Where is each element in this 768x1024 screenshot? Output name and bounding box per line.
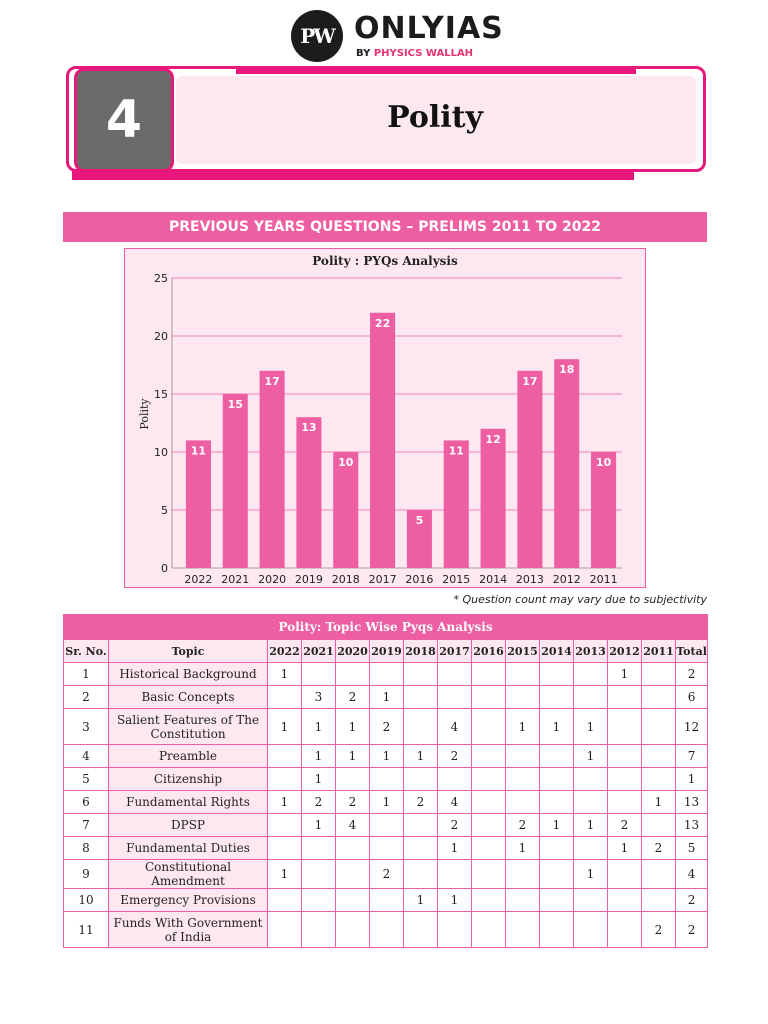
topic-cell: Preamble xyxy=(109,745,268,768)
total-cell: 6 xyxy=(676,686,708,709)
year-count-cell: 2 xyxy=(608,814,642,837)
data-label: 12 xyxy=(485,432,501,446)
year-count-cell xyxy=(574,663,608,686)
year-count-cell xyxy=(472,745,506,768)
x-tick-label: 2014 xyxy=(479,573,508,586)
year-count-cell xyxy=(302,912,336,948)
year-count-cell: 1 xyxy=(302,745,336,768)
brand-by-name: PHYSICS WALLAH xyxy=(373,48,474,59)
year-count-cell xyxy=(608,912,642,948)
table-row xyxy=(64,686,708,709)
bar xyxy=(517,371,542,568)
chart-footnote: * Question count may vary due to subjectivity xyxy=(453,593,707,606)
serial-cell: 10 xyxy=(64,889,109,912)
topic-cell: Historical Background xyxy=(109,663,268,686)
topic-wise-table xyxy=(63,614,708,948)
year-count-cell xyxy=(506,745,540,768)
year-count-cell: 1 xyxy=(506,709,540,745)
bar xyxy=(444,440,469,568)
year-count-cell xyxy=(540,889,574,912)
year-count-cell xyxy=(540,768,574,791)
year-count-cell xyxy=(574,686,608,709)
year-count-cell: 1 xyxy=(370,745,404,768)
year-count-cell: 1 xyxy=(302,768,336,791)
year-count-cell xyxy=(336,860,370,889)
x-tick-label: 2015 xyxy=(442,573,471,586)
year-count-cell xyxy=(404,837,438,860)
serial-cell: 2 xyxy=(64,686,109,709)
chart-title: Polity : PYQs Analysis xyxy=(312,254,458,268)
x-tick-label: 2012 xyxy=(552,573,581,586)
year-count-cell xyxy=(404,768,438,791)
x-tick-label: 2011 xyxy=(589,573,618,586)
column-header: 2013 xyxy=(574,640,608,663)
data-label: 15 xyxy=(227,398,243,411)
table-row xyxy=(64,663,708,686)
column-header: 2017 xyxy=(438,640,472,663)
year-count-cell xyxy=(540,837,574,860)
year-count-cell xyxy=(404,709,438,745)
year-count-cell xyxy=(438,860,472,889)
year-count-cell xyxy=(506,768,540,791)
chapter-title: Polity xyxy=(387,100,483,135)
logo-mark: PW xyxy=(300,24,334,48)
table-row xyxy=(64,768,708,791)
topic-cell: Fundamental Duties xyxy=(109,837,268,860)
brand-name: ONLYIAS xyxy=(354,11,504,46)
year-count-cell: 1 xyxy=(438,889,472,912)
year-count-cell xyxy=(506,889,540,912)
serial-cell: 3 xyxy=(64,709,109,745)
year-count-cell: 1 xyxy=(268,791,302,814)
year-count-cell xyxy=(574,791,608,814)
column-header: 2022 xyxy=(268,640,302,663)
data-label: 5 xyxy=(415,514,424,527)
total-cell: 4 xyxy=(676,860,708,889)
year-count-cell xyxy=(370,889,404,912)
y-tick-label: 15 xyxy=(154,388,168,401)
total-cell: 2 xyxy=(676,912,708,948)
serial-cell: 4 xyxy=(64,745,109,768)
column-header: Sr. No. xyxy=(64,640,109,663)
year-count-cell: 1 xyxy=(438,837,472,860)
year-count-cell xyxy=(370,663,404,686)
year-count-cell xyxy=(302,837,336,860)
year-count-cell: 1 xyxy=(268,663,302,686)
data-label: 17 xyxy=(522,374,538,388)
chapter-number: 4 xyxy=(105,90,143,150)
data-label: 22 xyxy=(374,316,391,330)
pw-logo-icon xyxy=(291,10,343,62)
y-tick-label: 5 xyxy=(161,504,168,517)
year-count-cell: 3 xyxy=(302,686,336,709)
year-count-cell: 1 xyxy=(370,686,404,709)
serial-cell: 11 xyxy=(64,912,109,948)
year-count-cell xyxy=(574,837,608,860)
year-count-cell xyxy=(608,745,642,768)
year-count-cell xyxy=(438,768,472,791)
year-count-cell: 1 xyxy=(574,745,608,768)
serial-cell: 7 xyxy=(64,814,109,837)
y-tick-label: 25 xyxy=(154,272,168,285)
x-tick-label: 2013 xyxy=(515,573,544,586)
year-count-cell xyxy=(472,912,506,948)
year-count-cell xyxy=(370,814,404,837)
year-count-cell xyxy=(642,768,676,791)
table-header-row xyxy=(64,640,708,663)
data-label: 11 xyxy=(190,444,207,458)
serial-cell: 5 xyxy=(64,768,109,791)
year-count-cell xyxy=(268,686,302,709)
year-count-cell: 1 xyxy=(506,837,540,860)
data-label: 13 xyxy=(301,421,317,435)
year-count-cell xyxy=(302,860,336,889)
year-count-cell: 1 xyxy=(268,860,302,889)
column-header: 2012 xyxy=(608,640,642,663)
year-count-cell xyxy=(608,768,642,791)
year-count-cell xyxy=(268,814,302,837)
year-count-cell: 1 xyxy=(268,709,302,745)
column-header: 2016 xyxy=(472,640,506,663)
year-count-cell xyxy=(608,686,642,709)
year-count-cell xyxy=(472,889,506,912)
year-count-cell xyxy=(336,663,370,686)
year-count-cell xyxy=(642,663,676,686)
serial-cell: 9 xyxy=(64,860,109,889)
year-count-cell xyxy=(608,791,642,814)
year-count-cell xyxy=(472,814,506,837)
year-count-cell xyxy=(404,686,438,709)
bar xyxy=(591,452,616,568)
year-count-cell xyxy=(438,912,472,948)
year-count-cell: 2 xyxy=(302,791,336,814)
year-count-cell xyxy=(404,663,438,686)
year-count-cell: 1 xyxy=(302,709,336,745)
year-count-cell xyxy=(540,912,574,948)
year-count-cell xyxy=(472,791,506,814)
year-count-cell xyxy=(472,709,506,745)
year-count-cell: 2 xyxy=(438,814,472,837)
pyq-bar-chart xyxy=(124,248,646,588)
table-caption: Polity: Topic Wise Pyqs Analysis xyxy=(64,615,708,640)
data-label: 17 xyxy=(264,374,280,388)
brand-subtitle xyxy=(356,48,473,60)
year-count-cell xyxy=(540,686,574,709)
year-count-cell: 2 xyxy=(336,686,370,709)
year-count-cell: 1 xyxy=(336,709,370,745)
year-count-cell: 1 xyxy=(574,860,608,889)
table-row xyxy=(64,814,708,837)
year-count-cell xyxy=(506,860,540,889)
year-count-cell xyxy=(540,860,574,889)
serial-cell: 6 xyxy=(64,791,109,814)
total-cell: 2 xyxy=(676,663,708,686)
year-count-cell xyxy=(506,791,540,814)
topic-cell: Basic Concepts xyxy=(109,686,268,709)
bar xyxy=(554,359,579,568)
year-count-cell xyxy=(642,889,676,912)
brand-by: BY xyxy=(356,48,371,59)
year-count-cell: 1 xyxy=(574,814,608,837)
year-count-cell xyxy=(370,768,404,791)
year-count-cell xyxy=(574,889,608,912)
year-count-cell: 1 xyxy=(370,791,404,814)
year-count-cell xyxy=(404,860,438,889)
total-cell: 13 xyxy=(676,791,708,814)
column-header: Total xyxy=(676,640,708,663)
year-count-cell xyxy=(302,889,336,912)
column-header: 2018 xyxy=(404,640,438,663)
year-count-cell: 4 xyxy=(438,709,472,745)
year-count-cell: 1 xyxy=(540,814,574,837)
year-count-cell xyxy=(608,860,642,889)
year-count-cell xyxy=(506,686,540,709)
year-count-cell xyxy=(438,663,472,686)
year-count-cell: 1 xyxy=(404,745,438,768)
year-count-cell xyxy=(642,745,676,768)
year-count-cell xyxy=(608,709,642,745)
header-accent-bar-top xyxy=(236,66,636,74)
year-count-cell xyxy=(438,686,472,709)
pyq-banner: PREVIOUS YEARS QUESTIONS – PRELIMS 2011 TO 2022 xyxy=(63,212,707,242)
year-count-cell xyxy=(404,814,438,837)
year-count-cell xyxy=(472,663,506,686)
year-count-cell: 2 xyxy=(370,860,404,889)
year-count-cell xyxy=(268,768,302,791)
x-tick-label: 2018 xyxy=(331,573,360,586)
table-row xyxy=(64,791,708,814)
column-header: 2021 xyxy=(302,640,336,663)
year-count-cell xyxy=(642,814,676,837)
total-cell: 7 xyxy=(676,745,708,768)
year-count-cell xyxy=(336,768,370,791)
year-count-cell xyxy=(642,686,676,709)
total-cell: 13 xyxy=(676,814,708,837)
bar xyxy=(370,313,395,568)
x-tick-label: 2021 xyxy=(221,573,250,586)
year-count-cell: 1 xyxy=(608,837,642,860)
year-count-cell xyxy=(336,837,370,860)
x-tick-label: 2020 xyxy=(258,573,287,586)
topic-cell: Emergency Provisions xyxy=(109,889,268,912)
topic-cell: Fundamental Rights xyxy=(109,791,268,814)
bar xyxy=(186,440,211,568)
table-row xyxy=(64,837,708,860)
year-count-cell: 2 xyxy=(370,709,404,745)
year-count-cell xyxy=(540,791,574,814)
year-count-cell xyxy=(472,837,506,860)
chapter-number-box xyxy=(74,68,174,172)
topic-cell: Salient Features of The Constitution xyxy=(109,709,268,745)
topic-cell: Citizenship xyxy=(109,768,268,791)
year-count-cell: 2 xyxy=(404,791,438,814)
year-count-cell: 1 xyxy=(336,745,370,768)
total-cell: 12 xyxy=(676,709,708,745)
table-row xyxy=(64,912,708,948)
year-count-cell xyxy=(506,912,540,948)
data-label: 18 xyxy=(559,363,575,377)
bar xyxy=(223,394,248,568)
year-count-cell: 2 xyxy=(438,745,472,768)
year-count-cell xyxy=(506,663,540,686)
data-label: 10 xyxy=(338,456,354,469)
year-count-cell xyxy=(268,912,302,948)
y-axis-label: Polity xyxy=(138,398,151,430)
year-count-cell: 4 xyxy=(438,791,472,814)
year-count-cell xyxy=(642,860,676,889)
table-row xyxy=(64,745,708,768)
x-tick-label: 2017 xyxy=(368,573,397,586)
year-count-cell: 1 xyxy=(608,663,642,686)
column-header: Topic xyxy=(109,640,268,663)
column-header: 2011 xyxy=(642,640,676,663)
y-tick-label: 0 xyxy=(161,562,168,575)
column-header: 2020 xyxy=(336,640,370,663)
year-count-cell: 1 xyxy=(540,709,574,745)
year-count-cell xyxy=(268,889,302,912)
bar xyxy=(481,429,506,568)
table-row xyxy=(64,709,708,745)
year-count-cell xyxy=(404,912,438,948)
serial-cell: 8 xyxy=(64,837,109,860)
year-count-cell xyxy=(574,912,608,948)
year-count-cell: 1 xyxy=(574,709,608,745)
y-tick-label: 10 xyxy=(154,446,168,459)
topic-cell: Funds With Government of India xyxy=(109,912,268,948)
year-count-cell xyxy=(370,837,404,860)
data-label: 10 xyxy=(595,456,612,469)
year-count-cell xyxy=(302,663,336,686)
year-count-cell xyxy=(336,912,370,948)
year-count-cell xyxy=(472,860,506,889)
year-count-cell xyxy=(268,745,302,768)
year-count-cell: 1 xyxy=(404,889,438,912)
year-count-cell: 2 xyxy=(336,791,370,814)
year-count-cell xyxy=(370,912,404,948)
total-cell: 1 xyxy=(676,768,708,791)
column-header: 2015 xyxy=(506,640,540,663)
year-count-cell xyxy=(336,889,370,912)
table-row xyxy=(64,889,708,912)
year-count-cell xyxy=(540,663,574,686)
y-tick-label: 20 xyxy=(154,330,168,343)
year-count-cell: 4 xyxy=(336,814,370,837)
year-count-cell xyxy=(574,768,608,791)
bar xyxy=(260,371,285,568)
year-count-cell: 2 xyxy=(506,814,540,837)
bar xyxy=(333,452,358,568)
year-count-cell xyxy=(268,837,302,860)
year-count-cell xyxy=(472,768,506,791)
x-tick-label: 2019 xyxy=(294,573,323,586)
column-header: 2014 xyxy=(540,640,574,663)
bar xyxy=(296,417,321,568)
x-tick-label: 2022 xyxy=(184,573,213,586)
serial-cell: 1 xyxy=(64,663,109,686)
topic-cell: DPSP xyxy=(109,814,268,837)
topic-cell: Constitutional Amendment xyxy=(109,860,268,889)
x-tick-label: 2016 xyxy=(405,573,434,586)
year-count-cell: 1 xyxy=(642,791,676,814)
total-cell: 5 xyxy=(676,837,708,860)
year-count-cell xyxy=(540,745,574,768)
total-cell: 2 xyxy=(676,889,708,912)
year-count-cell xyxy=(608,889,642,912)
year-count-cell: 2 xyxy=(642,837,676,860)
table-row xyxy=(64,860,708,889)
year-count-cell xyxy=(472,686,506,709)
year-count-cell: 2 xyxy=(642,912,676,948)
column-header: 2019 xyxy=(370,640,404,663)
year-count-cell: 1 xyxy=(302,814,336,837)
year-count-cell xyxy=(642,709,676,745)
data-label: 11 xyxy=(448,444,464,458)
